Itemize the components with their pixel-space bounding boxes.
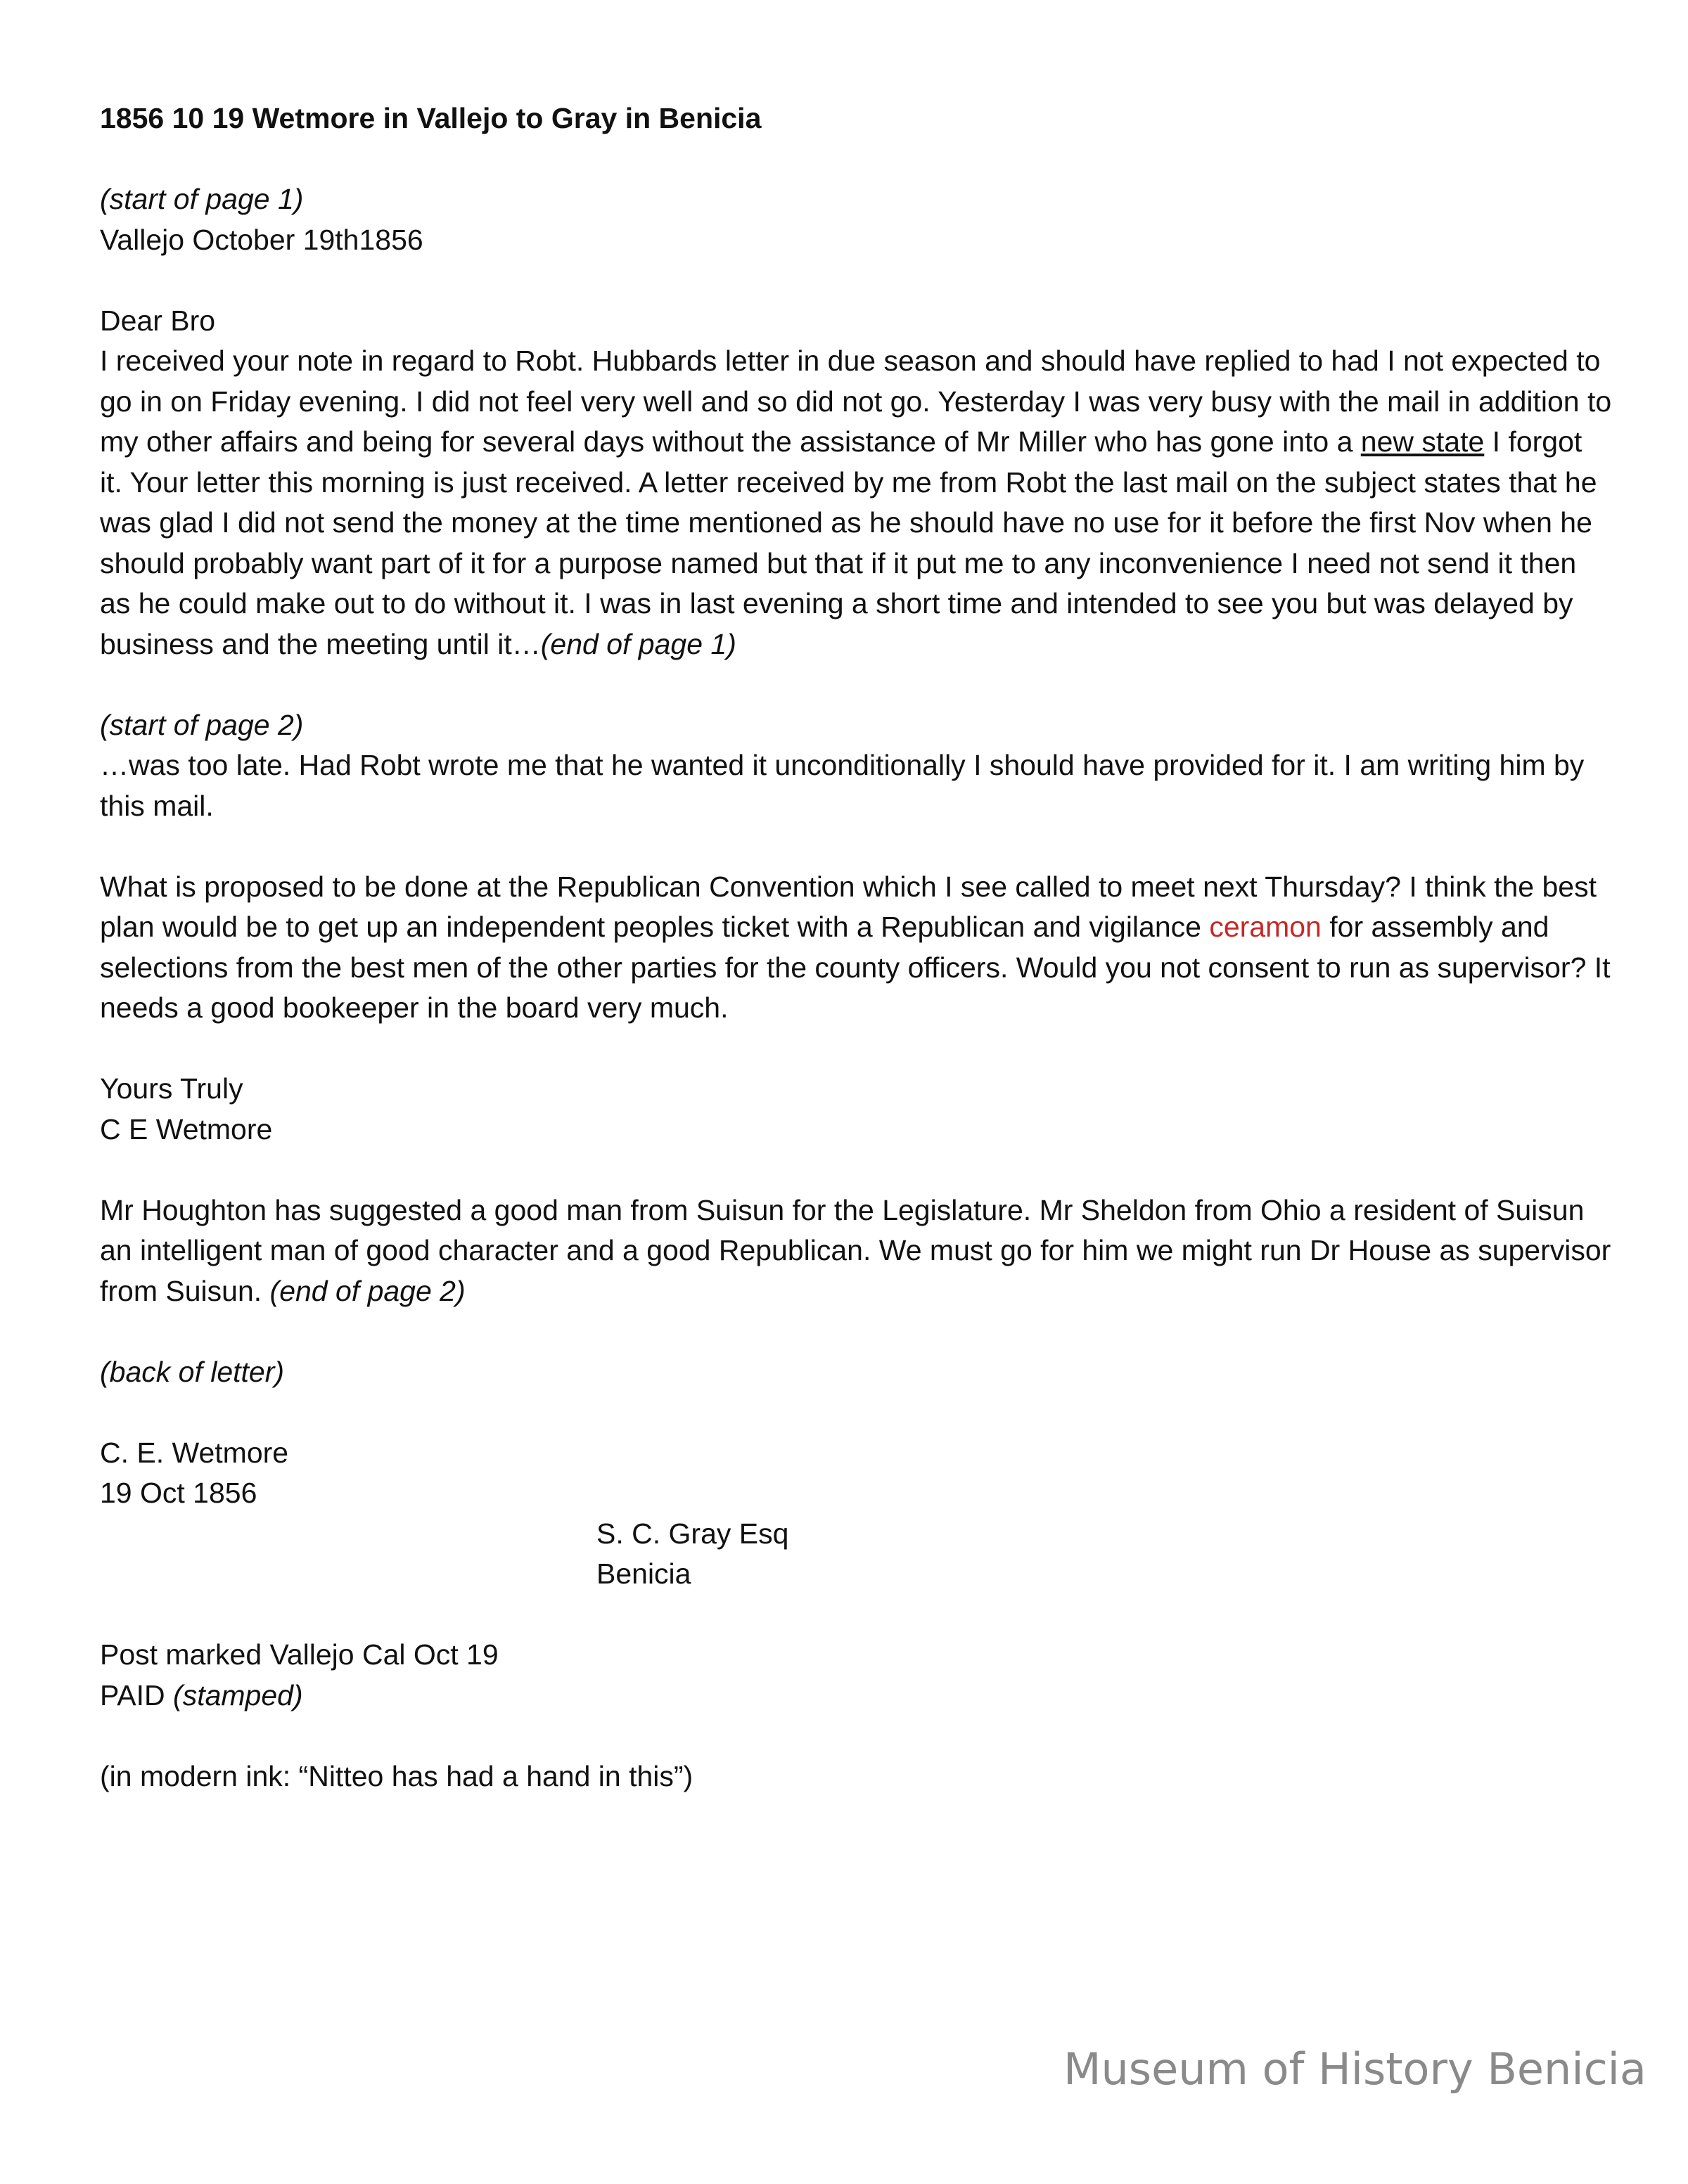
postscript <box>100 1190 1612 1312</box>
paid-note: (stamped) <box>173 1678 303 1711</box>
page2-paragraph-2 <box>100 867 1612 1029</box>
page1-body-text-b: I forgot it. Your letter this morning is just received. A letter received by me from Robt the last mail on the subject states that he was glad I did not send the money at the time mentioned as he should have no use for it before the first Nov when he should probably want part of it for a purpose named but that if it put me to any inconvenience I need not send it then as he could make out to do without it. I was in last evening a short time and intended to see you but was delayed by business and the meeting until it… <box>100 425 1597 660</box>
page2-para2-text-b: for assembly and selections from the best men of the other parties for the county officers. Would you not consent to run as supervisor? It needs a good bookeeper in the board very much. <box>100 911 1611 1024</box>
page1-end-note: (end of page 1) <box>540 627 736 660</box>
spacer <box>100 1029 1612 1069</box>
page2-paragraph-1: …was too late. Had Robt wrote me that he wanted it unconditionally I should have provided for it. I am writing him by this mail. <box>100 749 1585 822</box>
letter-salutation: Dear Bro <box>100 304 216 337</box>
back-of-letter-note: (back of letter) <box>100 1355 285 1388</box>
letter-signature: C E Wetmore <box>100 1112 273 1145</box>
spacer <box>100 1311 1612 1352</box>
paid-label: PAID <box>100 1678 174 1711</box>
spacer <box>100 139 1612 180</box>
spacer <box>100 664 1612 705</box>
spacer <box>100 1150 1612 1190</box>
spacer <box>100 1716 1612 1756</box>
postscript-text: Mr Houghton has suggested a good man from Suisun for the Legislature. Mr Sheldon from Ohio a resident of Suisun an intelligent man of good character and a good Republican. We must go for him we might run Dr House as supervisor from Suisun. <box>100 1193 1611 1307</box>
spacer <box>100 1392 1612 1433</box>
page1-start-note: (start of page 1) <box>100 183 304 215</box>
recipient-name: S. C. Gray Esq <box>596 1517 789 1550</box>
sender-name: C. E. Wetmore <box>100 1436 289 1469</box>
postmark-line: Post marked Vallejo Cal Oct 19 <box>100 1638 499 1671</box>
underlined-phrase: new state <box>1360 425 1485 458</box>
letter-dateline: Vallejo October 19th1856 <box>100 223 423 256</box>
letter-closing: Yours Truly <box>100 1072 243 1105</box>
page1-body-text-a: I received your note in regard to Robt. Hubbards letter in due season and should have replied to had I not expected to go in on Friday evening. I did not feel very well and so did not go. Yesterday I was very busy with the mail in addition to my other affairs and being for several days without the assistance of Mr Miller who has gone into a <box>100 345 1612 458</box>
page2-para2-text-a: What is proposed to be done at the Republican Convention which I see called to meet next Thursday? I think the best plan would be to get up an independent peoples ticket with a Republican and vigilance <box>100 870 1597 943</box>
spacer <box>100 826 1612 867</box>
highlighted-word: ceramon <box>1209 911 1322 943</box>
page2-start-note: (start of page 2) <box>100 708 304 741</box>
document-title: 1856 10 19 Wetmore in Vallejo to Gray in Benicia <box>100 102 762 134</box>
recipient-place: Benicia <box>596 1557 691 1590</box>
modern-ink-note: (in modern ink: “Nitteo has had a hand in this”) <box>100 1759 693 1792</box>
sender-date: 19 Oct 1856 <box>100 1477 257 1509</box>
transcription-document <box>100 98 1612 1797</box>
paid-stamp-line <box>100 1676 1612 1716</box>
museum-watermark: Museum of History Benicia <box>1063 2043 1647 2095</box>
page1-body <box>100 341 1612 664</box>
spacer <box>100 260 1612 301</box>
page2-end-note: (end of page 2) <box>269 1274 466 1307</box>
spacer <box>100 1595 1612 1636</box>
